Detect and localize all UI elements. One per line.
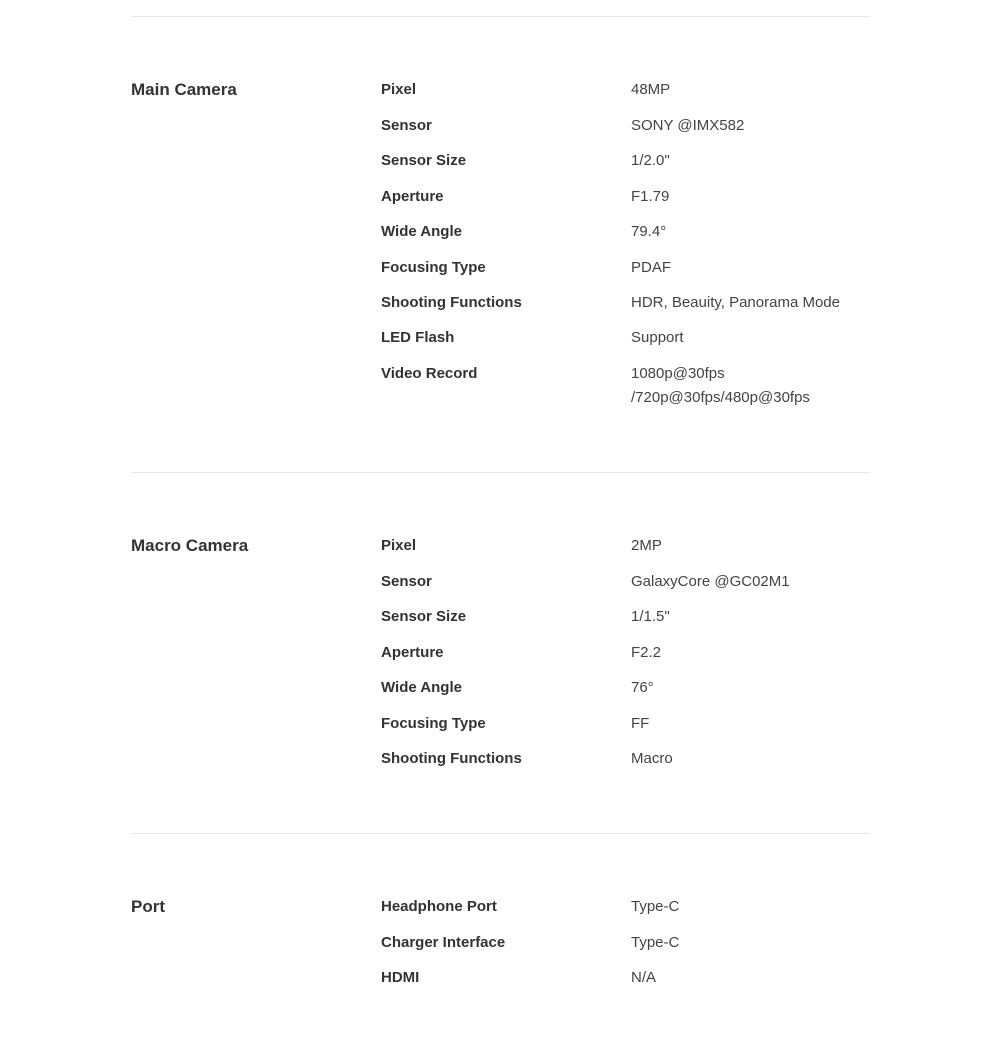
spec-label: Focusing Type bbox=[381, 715, 486, 732]
spec-value: N/A bbox=[631, 969, 657, 986]
section-title-port: Port bbox=[131, 897, 165, 916]
spec-label: LED Flash bbox=[381, 329, 455, 346]
spec-label: Shooting Functions bbox=[381, 294, 522, 311]
spec-label: Pixel bbox=[381, 537, 417, 554]
spec-value: 76° bbox=[631, 679, 654, 696]
spec-value: 1/2.0" bbox=[631, 152, 670, 169]
spec-value: 1080p@30fps /720p@30fps/480p@30fps bbox=[631, 365, 810, 406]
spec-label: Headphone Port bbox=[381, 898, 497, 915]
spec-label: Pixel bbox=[381, 81, 417, 98]
section-divider-top bbox=[131, 16, 870, 17]
spec-label: Wide Angle bbox=[381, 223, 462, 240]
spec-label: Video Record bbox=[381, 365, 478, 382]
spec-value: 79.4° bbox=[631, 223, 667, 240]
spec-label: Charger Interface bbox=[381, 934, 506, 951]
spec-value: Type-C bbox=[631, 934, 680, 951]
section-divider bbox=[131, 472, 870, 473]
spec-label: HDMI bbox=[381, 969, 420, 986]
section-divider bbox=[131, 833, 870, 834]
spec-label: Sensor bbox=[381, 117, 432, 134]
spec-value: Support bbox=[631, 329, 684, 346]
spec-label: Sensor Size bbox=[381, 608, 467, 625]
spec-value: F1.79 bbox=[631, 188, 670, 205]
spec-label: Sensor Size bbox=[381, 152, 467, 169]
spec-value: 2MP bbox=[631, 537, 662, 554]
section-title-macro-camera: Macro Camera bbox=[131, 536, 249, 555]
spec-value: SONY @IMX582 bbox=[631, 117, 745, 134]
spec-value: Macro bbox=[631, 750, 673, 767]
spec-label: Sensor bbox=[381, 573, 432, 590]
spec-value: 1/1.5" bbox=[631, 608, 670, 625]
spec-value: GalaxyCore @GC02M1 bbox=[631, 573, 790, 590]
spec-value: HDR, Beauity, Panorama Mode bbox=[631, 294, 840, 311]
spec-label: Wide Angle bbox=[381, 679, 462, 696]
spec-value: PDAF bbox=[631, 259, 672, 276]
spec-value: F2.2 bbox=[631, 644, 662, 661]
spec-label: Aperture bbox=[381, 644, 444, 661]
spec-label: Shooting Functions bbox=[381, 750, 522, 767]
spec-label: Focusing Type bbox=[381, 259, 486, 276]
spec-value: 48MP bbox=[631, 81, 671, 98]
spec-value: Type-C bbox=[631, 898, 680, 915]
section-title-main-camera: Main Camera bbox=[131, 80, 237, 99]
spec-value: FF bbox=[631, 715, 650, 732]
spec-label: Aperture bbox=[381, 188, 444, 205]
